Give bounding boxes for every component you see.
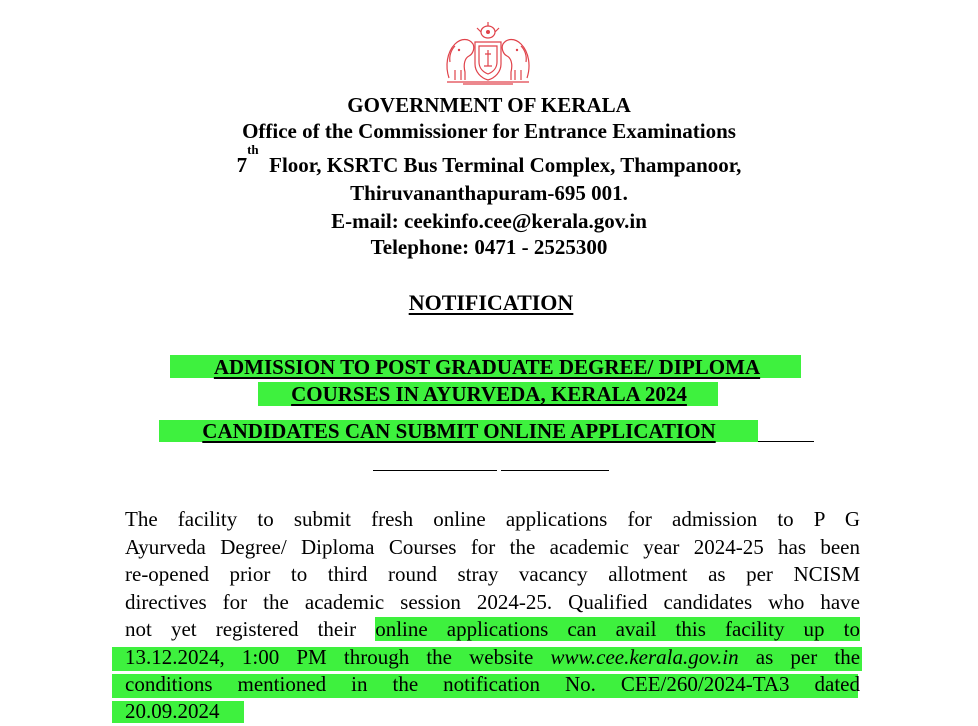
body-line-5-plain: not yet registered their [125, 617, 357, 641]
floor-rest: Floor, KSRTC Bus Terminal Complex, Thampanoor, [269, 153, 742, 177]
office-city: Thiruvananthapuram-695 001. [350, 181, 628, 205]
body-line-5-highlight: online applications can avail this facility up to [375, 617, 860, 641]
website-link[interactable]: www.cee.kerala.gov.in [550, 645, 739, 669]
title-trailing-rule [758, 441, 814, 442]
body-line-7: conditions mentioned in the notification No. CEE/260/2024-TA3 dated [125, 672, 860, 696]
office-telephone: Telephone: 0471 - 2525300 [370, 235, 608, 259]
body-line-3: re-opened prior to third round stray vacancy allotment as per NCISM [125, 562, 860, 586]
floor-suffix: th [247, 142, 259, 157]
title-line-1: ADMISSION TO POST GRADUATE DEGREE/ DIPLOMA [213, 355, 761, 379]
floor-number: 7 [236, 153, 248, 177]
office-address-line [0, 142, 978, 178]
body-line-6-b: as per the [755, 645, 861, 669]
body-line-1: The facility to submit fresh online applications for admission to P G [125, 507, 860, 531]
government-name: GOVERNMENT OF KERALA [347, 93, 631, 117]
body-line-4: directives for the academic session 2024-25. Qualified candidates who have [125, 590, 860, 614]
body-line-6 [125, 644, 860, 672]
separator-rule-right [501, 470, 609, 471]
body-line-8: 20.09.2024 [125, 699, 220, 723]
title-line-2: COURSES IN AYURVEDA, KERALA 2024 [291, 382, 687, 406]
notification-heading: NOTIFICATION [408, 290, 574, 315]
body-line-6-a: 13.12.2024, 1:00 PM through the website [125, 645, 534, 669]
title-line-3: CANDIDATES CAN SUBMIT ONLINE APPLICATION [202, 419, 716, 443]
body-line-2: Ayurveda Degree/ Diploma Courses for the academic year 2024-25 has been [125, 535, 860, 559]
body-line-5 [125, 616, 860, 644]
kerala-emblem-logo [441, 20, 535, 86]
office-email: E-mail: ceekinfo.cee@kerala.gov.in [331, 209, 647, 233]
separator-rule-left [373, 470, 497, 471]
office-name: Office of the Commissioner for Entrance Examinations [242, 119, 736, 143]
